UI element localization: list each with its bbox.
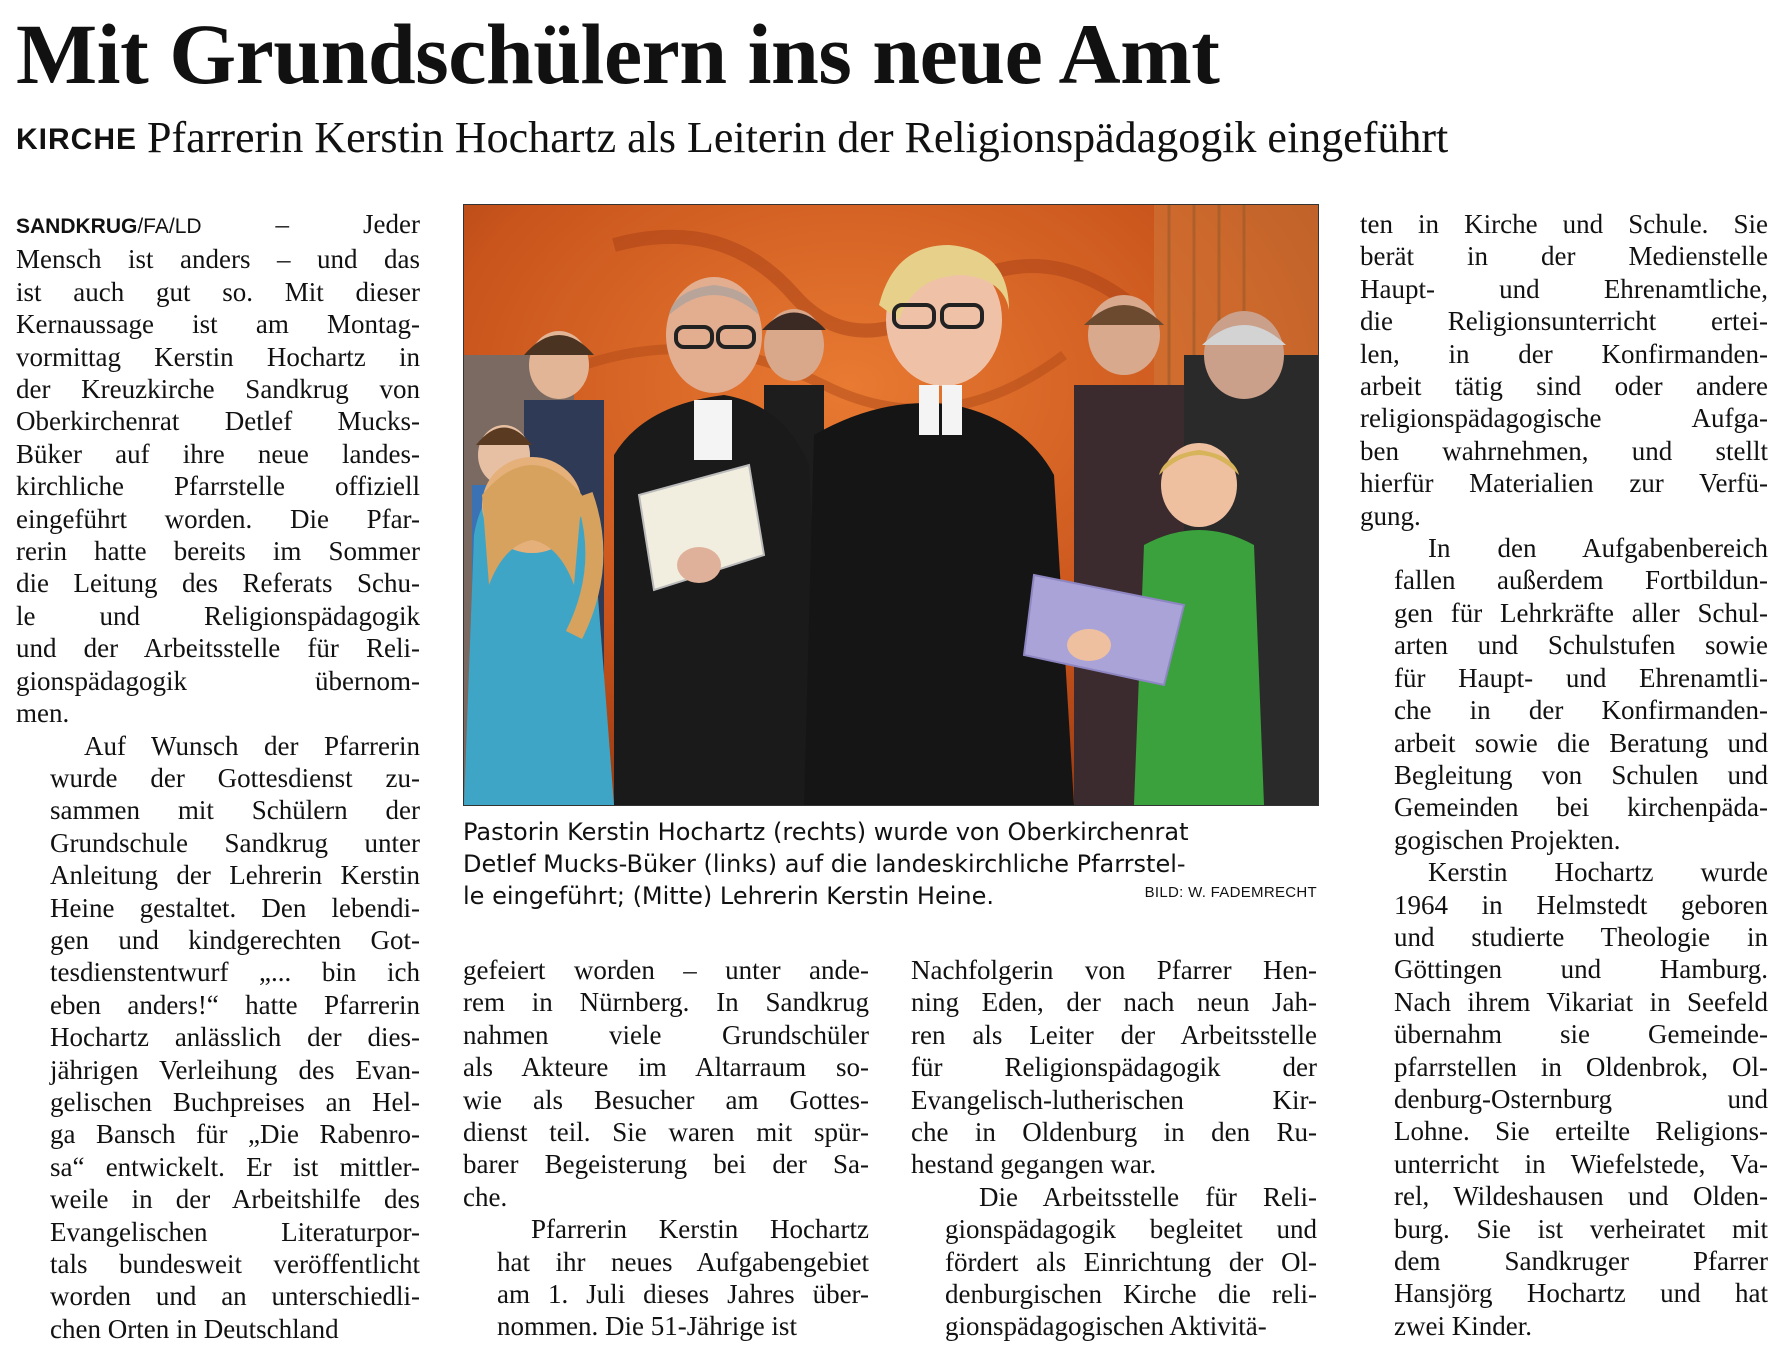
text-line: hat ihr neues Aufgabengebiet — [497, 1246, 869, 1277]
headline: Mit Grundschülern ins neue Amt — [16, 6, 1220, 102]
article-column-4 — [1360, 208, 1768, 1342]
text-line: Pfarrerin Kerstin Hochartz — [531, 1214, 869, 1245]
text-line: sammen mit Schülern der — [50, 795, 420, 826]
text-line: che in der Konfirmanden- — [1394, 695, 1768, 726]
text-line: tals bundesweit veröffentlicht — [50, 1249, 420, 1279]
text-line: denburg-Osternburg und — [1394, 1083, 1768, 1114]
photo-caption — [463, 816, 1317, 912]
text-line: Nachfolgerin von Pfarrer Hen- — [911, 955, 1317, 985]
text-line: die Leitung des Referats Schu- — [16, 568, 420, 599]
text-line: rem in Nürnberg. In Sandkrug — [463, 987, 869, 1018]
text-line: pfarrstellen in Oldenbrok, Ol- — [1394, 1051, 1768, 1082]
paragraph — [1360, 532, 1768, 856]
text-line: barer Begeisterung bei der Sa- — [463, 1149, 869, 1180]
text-line: In den Aufgabenbereich — [1428, 533, 1768, 564]
caption-line: Detlef Mucks-Büker (links) auf die landeskirchliche Pfarrstel- — [463, 850, 1186, 878]
text-line: che in Oldenburg in den Ru- — [911, 1117, 1317, 1148]
text-line: wurde der Gottesdienst zu- — [50, 762, 420, 793]
text-line: der Kreuzkirche Sandkrug von — [16, 374, 420, 405]
text-line: arbeit sowie die Beratung und — [1394, 727, 1768, 758]
text-line: le und Religionspädagogik — [16, 600, 420, 631]
text-line: ben wahrnehmen, und stellt — [1360, 435, 1768, 466]
text-line: sa“ entwickelt. Er ist mittler- — [50, 1151, 420, 1182]
text-line: Evangelisch-lutherischen Kir- — [911, 1084, 1317, 1115]
text-line: wie als Besucher am Gottes- — [463, 1084, 869, 1115]
text-line — [16, 208, 420, 243]
photo-credit: BILD: W. FADEMRECHT — [1144, 884, 1317, 901]
dateline-place: SANDKRUG — [16, 215, 138, 238]
text-line: als Akteure im Altarraum so- — [463, 1052, 869, 1083]
text-line: Grundschule Sandkrug unter — [50, 827, 420, 858]
text-line: Kernaussage ist am Montag- — [16, 309, 420, 340]
text-line: Haupt- und Ehrenamtliche, — [1360, 273, 1768, 304]
text-line: religionspädagogische Aufga- — [1360, 403, 1768, 434]
text-line: Nach ihrem Vikariat in Seefeld — [1394, 986, 1768, 1017]
paragraph — [1360, 856, 1768, 1342]
text-line: eben anders!“ hatte Pfarrerin — [50, 989, 420, 1020]
text-line: worden und an unterschiedli- — [50, 1281, 420, 1312]
text-line: und der Arbeitsstelle für Reli- — [16, 633, 420, 664]
text-line: Evangelischen Literaturpor- — [50, 1216, 420, 1247]
text-line: jährigen Verleihung des Evan- — [50, 1054, 420, 1085]
paragraph — [911, 1181, 1317, 1343]
text-line: am 1. Juli dieses Jahres über- — [497, 1279, 869, 1310]
text-line: nahmen viele Grundschüler — [463, 1019, 869, 1050]
text-line: Heine gestaltet. Den lebendi- — [50, 892, 420, 923]
text-line: berät in der Medienstelle — [1360, 241, 1768, 272]
text-line: gelischen Buchpreises an Hel- — [50, 1086, 420, 1117]
article-column-3 — [911, 954, 1317, 1343]
text-line: Büker auf ihre neue landes- — [16, 438, 420, 469]
article-column-1 — [16, 208, 420, 1345]
text-line: für Religionspädagogik der — [911, 1052, 1317, 1083]
text-line: Auf Wunsch der Pfarrerin — [84, 730, 420, 761]
text-line: arten und Schulstufen sowie — [1394, 630, 1768, 661]
text-line: für Haupt- und Ehrenamtli- — [1394, 662, 1768, 693]
text-line: chen Orten in Deutschland — [50, 1313, 339, 1344]
dateline-dash: – — [275, 209, 290, 239]
text-line: Hochartz anlässlich der dies- — [50, 1022, 420, 1053]
text-line: kirchliche Pfarrstelle offiziell — [16, 471, 420, 502]
caption-line: Pastorin Kerstin Hochartz (rechts) wurde von Oberkirchenrat — [463, 818, 1189, 846]
text-line: rerin hatte bereits im Sommer — [16, 536, 420, 567]
text-line: gen für Lehrkräfte aller Schul- — [1394, 597, 1768, 628]
text-line: zwei Kinder. — [1394, 1310, 1532, 1341]
text-line: denburgischen Kirche die reli- — [945, 1279, 1317, 1310]
text-line: unterricht in Wiefelstede, Va- — [1394, 1148, 1768, 1179]
paragraph — [1360, 208, 1768, 532]
subheadline — [16, 110, 1776, 168]
text-line-start: Jeder — [363, 209, 421, 239]
text-line: eingeführt worden. Die Pfar- — [16, 503, 420, 534]
text-line: und studierte Theologie in — [1394, 921, 1768, 952]
subheadline-text: Pfarrerin Kerstin Hochartz als Leiterin der Religionspädagogik eingeführt — [147, 113, 1449, 162]
text-line: Oberkirchenrat Detlef Mucks- — [16, 406, 420, 437]
text-line: Kerstin Hochartz wurde — [1428, 857, 1768, 888]
text-line: gung. — [1360, 500, 1421, 531]
article-photo — [463, 204, 1319, 806]
paragraph — [16, 730, 420, 1346]
text-line: burg. Sie ist verheiratet mit — [1394, 1213, 1768, 1244]
text-line: übernahm sie Gemeinde- — [1394, 1019, 1768, 1050]
article-column-2 — [463, 954, 869, 1343]
text-line: gionspädagogik übernom- — [16, 665, 420, 696]
text-line: 1964 in Helmstedt geboren — [1394, 889, 1768, 920]
text-line: die Religionsunterricht ertei- — [1360, 306, 1768, 337]
text-line: ga Bansch für „Die Rabenro- — [50, 1119, 420, 1150]
text-line: Lohne. Sie erteilte Religions- — [1394, 1116, 1768, 1147]
text-line: Hansjörg Hochartz und hat — [1394, 1278, 1768, 1309]
text-line: ist auch gut so. Mit dieser — [16, 276, 420, 307]
text-line: ning Eden, der nach neun Jah- — [911, 987, 1317, 1018]
text-line: Gemeinden bei kirchenpäda- — [1394, 792, 1768, 823]
text-line: Göttingen und Hamburg. — [1394, 954, 1768, 985]
text-line: Begleitung von Schulen und — [1394, 759, 1768, 790]
text-line: gionspädagogik begleitet und — [945, 1214, 1317, 1245]
text-line: nommen. Die 51-Jährige ist — [497, 1311, 797, 1342]
text-line: Die Arbeitsstelle für Reli- — [979, 1181, 1317, 1212]
text-line: men. — [16, 698, 70, 729]
text-line: ten in Kirche und Schule. Sie — [1360, 209, 1768, 239]
text-line: dem Sandkruger Pfarrer — [1394, 1246, 1768, 1276]
caption-line: le eingeführt; (Mitte) Lehrerin Kerstin Heine. — [463, 882, 994, 910]
text-line: Anleitung der Lehrerin Kerstin — [50, 860, 420, 891]
paragraph — [16, 208, 420, 730]
text-line: gen und kindgerechten Got- — [50, 924, 420, 955]
dateline-agency: /FA/LD — [137, 215, 202, 238]
text-line: dienst teil. Sie waren mit spür- — [463, 1117, 869, 1148]
text-line: vormittag Kerstin Hochartz in — [16, 341, 420, 372]
text-line: arbeit tätig sind oder andere — [1360, 371, 1768, 402]
text-line: tesdienstentwurf „... bin ich — [50, 957, 420, 988]
paragraph — [911, 954, 1317, 1181]
paragraph — [463, 1213, 869, 1343]
church-service-photo-illustration — [464, 205, 1318, 805]
text-line: che. — [463, 1181, 508, 1212]
text-line: weile in der Arbeitshilfe des — [50, 1184, 420, 1215]
text-line: Mensch ist anders – und das — [16, 244, 420, 275]
text-line: fördert als Einrichtung der Ol- — [945, 1246, 1317, 1277]
text-line: hierfür Materialien zur Verfü- — [1360, 468, 1768, 499]
text-line: rel, Wildeshausen und Olden- — [1394, 1181, 1768, 1212]
text-line: gefeiert worden – unter ande- — [463, 955, 869, 985]
text-line: len, in der Konfirmanden- — [1360, 338, 1768, 369]
text-line: hestand gegangen war. — [911, 1149, 1157, 1180]
kicker: KIRCHE — [16, 123, 138, 156]
paragraph — [463, 954, 869, 1213]
text-line: fallen außerdem Fortbildun- — [1394, 565, 1768, 596]
text-line: gogischen Projekten. — [1394, 824, 1621, 855]
text-line: gionspädagogischen Aktivitä- — [945, 1311, 1267, 1342]
text-line: ren als Leiter der Arbeitsstelle — [911, 1019, 1317, 1050]
dateline — [16, 215, 202, 238]
